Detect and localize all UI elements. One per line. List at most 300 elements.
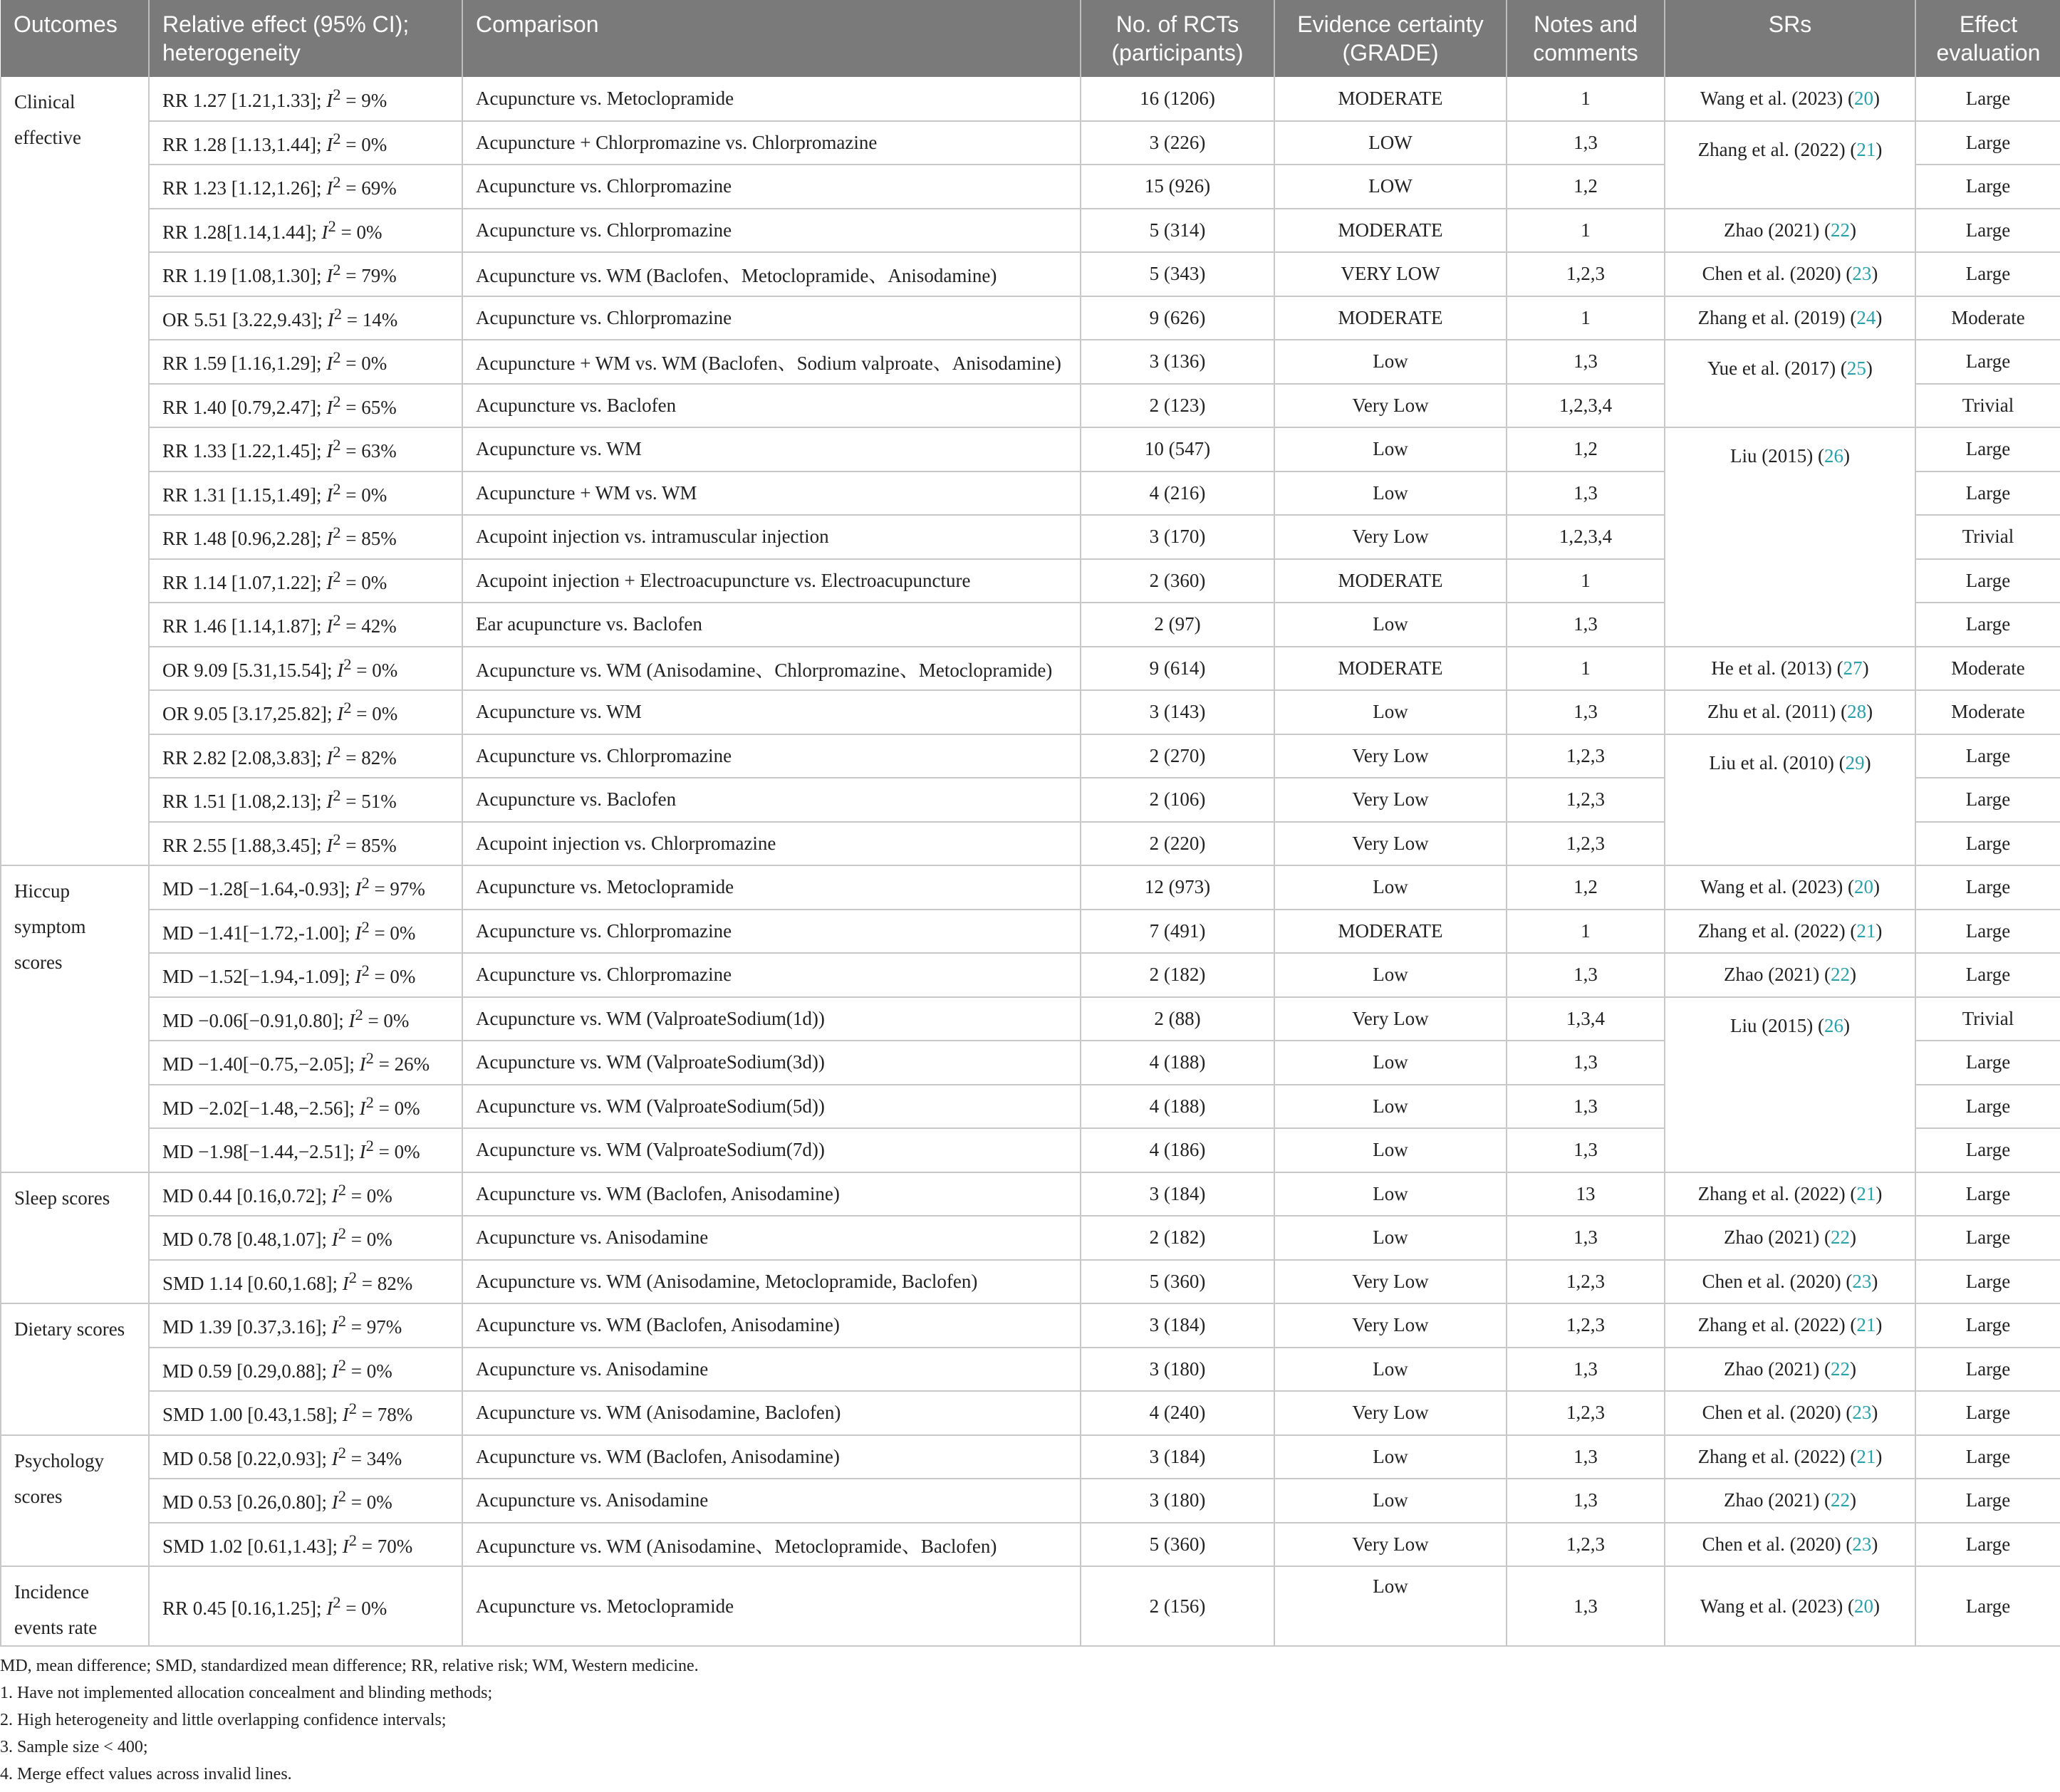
reference-link[interactable]: 22 bbox=[1830, 964, 1850, 986]
comparison-cell: Acupuncture vs. Baclofen bbox=[462, 384, 1081, 428]
table-row bbox=[1, 340, 2060, 384]
evaluation-cell: Large bbox=[1915, 1566, 2060, 1646]
comparison-cell: Acupuncture vs. WM (Baclofen, Anisodamine) bbox=[462, 1172, 1081, 1217]
comparison-cell: Acupuncture vs. Anisodamine bbox=[462, 1216, 1081, 1260]
certainty-cell: MODERATE bbox=[1274, 209, 1507, 253]
reference-link[interactable]: 25 bbox=[1846, 358, 1866, 379]
table-row bbox=[1, 997, 2060, 1041]
comparison-cell: Acupuncture vs. Metoclopramide bbox=[462, 1566, 1081, 1646]
certainty-cell: Very Low bbox=[1274, 515, 1507, 559]
table-row bbox=[1, 953, 2060, 997]
evaluation-cell: Large bbox=[1915, 1216, 2060, 1260]
table-row bbox=[1, 427, 2060, 472]
table-row bbox=[1, 865, 2060, 910]
rcts-cell: 16 (1206) bbox=[1081, 77, 1274, 121]
evaluation-cell: Trivial bbox=[1915, 997, 2060, 1041]
effect-cell: MD −1.98[−1.44,−2.51]; $I^2 = 0\%$ bbox=[149, 1128, 462, 1172]
rcts-cell: 2 (182) bbox=[1081, 953, 1274, 997]
effect-cell: RR 1.28 [1.13,1.44]; $I^2 = 0\%$ bbox=[149, 121, 462, 165]
certainty-cell: MODERATE bbox=[1274, 910, 1507, 954]
outcome-cell: Hiccup symptom scores bbox=[1, 865, 149, 1172]
notes-cell: 13 bbox=[1507, 1172, 1665, 1217]
reference-link[interactable]: 22 bbox=[1830, 219, 1850, 241]
comparison-cell: Acupoint injection + Electroacupuncture vs. Electroacupuncture bbox=[462, 559, 1081, 603]
table-row bbox=[1, 1391, 2060, 1435]
table-row bbox=[1, 1303, 2060, 1348]
effect-cell: MD 0.53 [0.26,0.80]; $I^2 = 0\%$ bbox=[149, 1479, 462, 1523]
rcts-cell: 3 (170) bbox=[1081, 515, 1274, 559]
certainty-cell: VERY LOW bbox=[1274, 252, 1507, 296]
evaluation-cell: Large bbox=[1915, 165, 2060, 209]
sr-cell: Liu (2015) (26) bbox=[1665, 997, 1915, 1172]
sr-cell: Wang et al. (2023) (20) bbox=[1665, 865, 1915, 910]
reference-link[interactable]: 26 bbox=[1824, 445, 1843, 467]
effect-cell: MD −1.52[−1.94,-1.09]; $I^2 = 0\%$ bbox=[149, 953, 462, 997]
notes-cell: 1,3 bbox=[1507, 953, 1665, 997]
outcome-cell: Sleep scores bbox=[1, 1172, 149, 1304]
rcts-cell: 3 (180) bbox=[1081, 1348, 1274, 1392]
table-row bbox=[1, 647, 2060, 691]
table-row bbox=[1, 77, 2060, 121]
evaluation-cell: Large bbox=[1915, 209, 2060, 253]
rcts-cell: 2 (88) bbox=[1081, 997, 1274, 1041]
notes-cell: 1,3 bbox=[1507, 340, 1665, 384]
comparison-cell: Acupuncture + WM vs. WM bbox=[462, 472, 1081, 516]
effect-cell: MD 0.78 [0.48,1.07]; $I^2 = 0\%$ bbox=[149, 1216, 462, 1260]
certainty-cell: Very Low bbox=[1274, 1260, 1507, 1304]
rcts-cell: 2 (123) bbox=[1081, 384, 1274, 428]
comparison-cell: Acupoint injection vs. Chlorpromazine bbox=[462, 822, 1081, 866]
effect-cell: SMD 1.14 [0.60,1.68]; $I^2 = 82\%$ bbox=[149, 1260, 462, 1304]
evaluation-cell: Large bbox=[1915, 1085, 2060, 1129]
effect-cell: OR 9.05 [3.17,25.82]; $I^2 = 0\%$ bbox=[149, 690, 462, 734]
reference-link[interactable]: 28 bbox=[1847, 701, 1867, 723]
evaluation-cell: Large bbox=[1915, 1260, 2060, 1304]
effect-cell: RR 2.82 [2.08,3.83]; $I^2 = 82\%$ bbox=[149, 734, 462, 778]
effect-cell: MD −2.02[−1.48,−2.56]; $I^2 = 0\%$ bbox=[149, 1085, 462, 1129]
notes-cell: 1,2,3 bbox=[1507, 1260, 1665, 1304]
reference-link[interactable]: 22 bbox=[1830, 1226, 1850, 1249]
certainty-cell: Low bbox=[1274, 603, 1507, 647]
certainty-cell: Very Low bbox=[1274, 1391, 1507, 1435]
effect-cell: RR 1.28[1.14,1.44]; $I^2 = 0\%$ bbox=[149, 209, 462, 253]
sr-cell: Chen et al. (2020) (23) bbox=[1665, 1523, 1915, 1567]
rcts-cell: 3 (184) bbox=[1081, 1303, 1274, 1348]
sr-cell: Wang et al. (2023) (20) bbox=[1665, 77, 1915, 121]
certainty-cell: Low bbox=[1274, 953, 1507, 997]
evaluation-cell: Large bbox=[1915, 1303, 2060, 1348]
notes-cell: 1,3 bbox=[1507, 472, 1665, 516]
comparison-cell: Acupuncture vs. WM bbox=[462, 690, 1081, 734]
notes-cell: 1,2,3 bbox=[1507, 1303, 1665, 1348]
table-row bbox=[1, 1523, 2060, 1567]
certainty-cell: Very Low bbox=[1274, 1303, 1507, 1348]
certainty-cell: MODERATE bbox=[1274, 296, 1507, 340]
effect-cell: MD −1.41[−1.72,-1.00]; $I^2 = 0\%$ bbox=[149, 910, 462, 954]
certainty-cell: Very Low bbox=[1274, 1523, 1507, 1567]
certainty-cell: Low bbox=[1274, 472, 1507, 516]
rcts-cell: 3 (226) bbox=[1081, 121, 1274, 165]
table-row bbox=[1, 252, 2060, 296]
header-notes: Notes and comments bbox=[1507, 0, 1665, 77]
reference-link[interactable]: 23 bbox=[1852, 263, 1872, 285]
rcts-cell: 3 (143) bbox=[1081, 690, 1274, 734]
evaluation-cell: Large bbox=[1915, 953, 2060, 997]
sr-cell: Wang et al. (2023) (20) bbox=[1665, 1566, 1915, 1646]
certainty-cell: Low bbox=[1274, 1085, 1507, 1129]
effect-cell: RR 1.27 [1.21,1.33]; $I^2 = 9\%$ bbox=[149, 77, 462, 121]
table-row bbox=[1, 1216, 2060, 1260]
table-row bbox=[1, 1172, 2060, 1217]
comparison-cell: Acupoint injection vs. intramuscular injection bbox=[462, 515, 1081, 559]
rcts-cell: 15 (926) bbox=[1081, 165, 1274, 209]
certainty-cell: Low bbox=[1274, 340, 1507, 384]
notes-cell: 1,3 bbox=[1507, 1566, 1665, 1646]
header-outcomes: Outcomes bbox=[1, 0, 149, 77]
rcts-cell: 5 (314) bbox=[1081, 209, 1274, 253]
comparison-cell: Acupuncture vs. WM (Anisodamine、Chlorpromazine、Metoclopramide) bbox=[462, 647, 1081, 691]
sr-cell: Zhao (2021) (22) bbox=[1665, 1479, 1915, 1523]
effect-cell: RR 1.51 [1.08,2.13]; $I^2 = 51\%$ bbox=[149, 778, 462, 822]
reference-link[interactable]: 20 bbox=[1854, 1595, 1873, 1617]
certainty-cell: LOW bbox=[1274, 121, 1507, 165]
comparison-cell: Acupuncture vs. Baclofen bbox=[462, 778, 1081, 822]
comparison-cell: Acupuncture vs. WM (Baclofen, Anisodamine) bbox=[462, 1303, 1081, 1348]
effect-cell: RR 1.46 [1.14,1.87]; $I^2 = 42\%$ bbox=[149, 603, 462, 647]
notes-cell: 1,3 bbox=[1507, 1479, 1665, 1523]
sr-cell: Zhang et al. (2022) (21) bbox=[1665, 1435, 1915, 1479]
rcts-cell: 2 (97) bbox=[1081, 603, 1274, 647]
table-row bbox=[1, 209, 2060, 253]
rcts-cell: 2 (106) bbox=[1081, 778, 1274, 822]
sr-cell: He et al. (2013) (27) bbox=[1665, 647, 1915, 691]
outcome-cell: Psychology scores bbox=[1, 1435, 149, 1567]
effect-cell: RR 1.40 [0.79,2.47]; $I^2 = 65\%$ bbox=[149, 384, 462, 428]
sr-cell: Zhao (2021) (22) bbox=[1665, 209, 1915, 253]
certainty-cell: Low bbox=[1274, 1566, 1507, 1646]
comparison-cell: Acupuncture vs. WM (Anisodamine, Metoclopramide, Baclofen) bbox=[462, 1260, 1081, 1304]
table-row bbox=[1, 121, 2060, 165]
evaluation-cell: Large bbox=[1915, 427, 2060, 472]
evaluation-cell: Large bbox=[1915, 340, 2060, 384]
certainty-cell: Low bbox=[1274, 1479, 1507, 1523]
certainty-cell: Very Low bbox=[1274, 734, 1507, 778]
comparison-cell: Acupuncture vs. WM (ValproateSodium(3d)) bbox=[462, 1041, 1081, 1085]
certainty-cell: Low bbox=[1274, 1348, 1507, 1392]
comparison-cell: Acupuncture vs. Chlorpromazine bbox=[462, 296, 1081, 340]
table-row bbox=[1, 1479, 2060, 1523]
effect-cell: OR 9.09 [5.31,15.54]; $I^2 = 0\%$ bbox=[149, 647, 462, 691]
outcome-cell: Dietary scores bbox=[1, 1303, 149, 1435]
rcts-cell: 10 (547) bbox=[1081, 427, 1274, 472]
effect-cell: SMD 1.02 [0.61,1.43]; $I^2 = 70\%$ bbox=[149, 1523, 462, 1567]
evaluation-cell: Trivial bbox=[1915, 384, 2060, 428]
rcts-cell: 7 (491) bbox=[1081, 910, 1274, 954]
rcts-cell: 2 (156) bbox=[1081, 1566, 1274, 1646]
table-row bbox=[1, 1348, 2060, 1392]
notes-cell: 1,2,3 bbox=[1507, 252, 1665, 296]
effect-cell: RR 1.19 [1.08,1.30]; $I^2 = 79\%$ bbox=[149, 252, 462, 296]
reference-link[interactable]: 21 bbox=[1856, 138, 1876, 160]
reference-link[interactable]: 22 bbox=[1830, 1489, 1850, 1511]
certainty-cell: Low bbox=[1274, 1041, 1507, 1085]
notes-cell: 1,3 bbox=[1507, 1085, 1665, 1129]
rcts-cell: 4 (186) bbox=[1081, 1128, 1274, 1172]
effect-cell: RR 0.45 [0.16,1.25]; $I^2 = 0\%$ bbox=[149, 1566, 462, 1646]
sr-cell: Chen et al. (2020) (23) bbox=[1665, 1260, 1915, 1304]
evaluation-cell: Large bbox=[1915, 1391, 2060, 1435]
rcts-cell: 3 (184) bbox=[1081, 1435, 1274, 1479]
evaluation-cell: Large bbox=[1915, 472, 2060, 516]
reference-link[interactable]: 23 bbox=[1852, 1402, 1872, 1424]
effect-cell: RR 1.48 [0.96,2.28]; $I^2 = 85\%$ bbox=[149, 515, 462, 559]
outcome-cell: Clinical effective bbox=[1, 77, 149, 865]
footnote-4: 4. Merge effect values across invalid lines. bbox=[0, 1765, 292, 1783]
evaluation-cell: Large bbox=[1915, 822, 2060, 866]
comparison-cell: Ear acupuncture vs. Baclofen bbox=[462, 603, 1081, 647]
footnote-2: 2. High heterogeneity and little overlapping confidence intervals; bbox=[0, 1711, 447, 1729]
certainty-cell: Low bbox=[1274, 1216, 1507, 1260]
footnote-1: 1. Have not implemented allocation concealment and blinding methods; bbox=[0, 1684, 493, 1702]
rcts-cell: 9 (626) bbox=[1081, 296, 1274, 340]
certainty-cell: Low bbox=[1274, 1435, 1507, 1479]
evaluation-cell: Large bbox=[1915, 603, 2060, 647]
header-comparison: Comparison bbox=[462, 0, 1081, 77]
certainty-cell: Low bbox=[1274, 1172, 1507, 1217]
sr-cell: Chen et al. (2020) (23) bbox=[1665, 252, 1915, 296]
effect-cell: MD −1.40[−0.75,−2.05]; $I^2 = 26\%$ bbox=[149, 1041, 462, 1085]
effect-cell: RR 1.14 [1.07,1.22]; $I^2 = 0\%$ bbox=[149, 559, 462, 603]
comparison-cell: Acupuncture vs. WM (Baclofen、Metoclopramide、Anisodamine) bbox=[462, 252, 1081, 296]
notes-cell: 1,2,3,4 bbox=[1507, 384, 1665, 428]
comparison-cell: Acupuncture vs. Anisodamine bbox=[462, 1348, 1081, 1392]
comparison-cell: Acupuncture vs. Metoclopramide bbox=[462, 77, 1081, 121]
notes-cell: 1 bbox=[1507, 559, 1665, 603]
sr-cell: Zhu et al. (2011) (28) bbox=[1665, 690, 1915, 734]
comparison-cell: Acupuncture + Chlorpromazine vs. Chlorpromazine bbox=[462, 121, 1081, 165]
reference-link[interactable]: 29 bbox=[1845, 751, 1865, 773]
table-row bbox=[1, 690, 2060, 734]
table-row bbox=[1, 296, 2060, 340]
certainty-cell: Very Low bbox=[1274, 384, 1507, 428]
notes-cell: 1,2,3 bbox=[1507, 734, 1665, 778]
rcts-cell: 9 (614) bbox=[1081, 647, 1274, 691]
notes-cell: 1,2,3 bbox=[1507, 822, 1665, 866]
rcts-cell: 3 (180) bbox=[1081, 1479, 1274, 1523]
evaluation-cell: Large bbox=[1915, 910, 2060, 954]
certainty-cell: Very Low bbox=[1274, 997, 1507, 1041]
effect-cell: MD −0.06[−0.91,0.80]; $I^2 = 0\%$ bbox=[149, 997, 462, 1041]
effect-cell: OR 5.51 [3.22,9.43]; $I^2 = 14\%$ bbox=[149, 296, 462, 340]
notes-cell: 1,2 bbox=[1507, 865, 1665, 910]
outcome-cell: Incidence events rate bbox=[1, 1566, 149, 1646]
notes-cell: 1,3 bbox=[1507, 1216, 1665, 1260]
sr-cell: Liu et al. (2010) (29) bbox=[1665, 734, 1915, 866]
evaluation-cell: Moderate bbox=[1915, 296, 2060, 340]
evaluation-cell: Large bbox=[1915, 1172, 2060, 1217]
certainty-cell: Low bbox=[1274, 690, 1507, 734]
effect-cell: MD 1.39 [0.37,3.16]; $I^2 = 97\%$ bbox=[149, 1303, 462, 1348]
rcts-cell: 2 (360) bbox=[1081, 559, 1274, 603]
certainty-cell: MODERATE bbox=[1274, 559, 1507, 603]
rcts-cell: 5 (343) bbox=[1081, 252, 1274, 296]
evaluation-cell: Large bbox=[1915, 1041, 2060, 1085]
rcts-cell: 4 (188) bbox=[1081, 1085, 1274, 1129]
comparison-cell: Acupuncture vs. Chlorpromazine bbox=[462, 734, 1081, 778]
certainty-cell: Very Low bbox=[1274, 822, 1507, 866]
effect-cell: SMD 1.00 [0.43,1.58]; $I^2 = 78\%$ bbox=[149, 1391, 462, 1435]
sr-cell: Chen et al. (2020) (23) bbox=[1665, 1391, 1915, 1435]
header-effect: Relative effect (95% CI); heterogeneity bbox=[149, 0, 462, 77]
effect-cell: MD −1.28[−1.64,-0.93]; $I^2 = 97\%$ bbox=[149, 865, 462, 910]
notes-cell: 1 bbox=[1507, 296, 1665, 340]
evaluation-cell: Large bbox=[1915, 778, 2060, 822]
evaluation-cell: Moderate bbox=[1915, 647, 2060, 691]
notes-cell: 1,3 bbox=[1507, 603, 1665, 647]
rcts-cell: 4 (188) bbox=[1081, 1041, 1274, 1085]
rcts-cell: 2 (182) bbox=[1081, 1216, 1274, 1260]
rcts-cell: 4 (240) bbox=[1081, 1391, 1274, 1435]
reference-link[interactable]: 21 bbox=[1856, 1182, 1876, 1204]
reference-link[interactable]: 20 bbox=[1854, 876, 1873, 898]
notes-cell: 1,2 bbox=[1507, 165, 1665, 209]
reference-link[interactable]: 22 bbox=[1830, 1358, 1850, 1380]
sr-cell: Zhang et al. (2022) (21) bbox=[1665, 121, 1915, 209]
certainty-cell: Very Low bbox=[1274, 778, 1507, 822]
effect-cell: RR 2.55 [1.88,3.45]; $I^2 = 85\%$ bbox=[149, 822, 462, 866]
reference-link[interactable]: 23 bbox=[1852, 1270, 1872, 1292]
comparison-cell: Acupuncture vs. WM bbox=[462, 427, 1081, 472]
notes-cell: 1 bbox=[1507, 647, 1665, 691]
comparison-cell: Acupuncture + WM vs. WM (Baclofen、Sodium valproate、Anisodamine) bbox=[462, 340, 1081, 384]
effect-cell: MD 0.58 [0.22,0.93]; $I^2 = 34\%$ bbox=[149, 1435, 462, 1479]
comparison-cell: Acupuncture vs. WM (ValproateSodium(1d)) bbox=[462, 997, 1081, 1041]
evaluation-cell: Large bbox=[1915, 559, 2060, 603]
reference-link[interactable]: 23 bbox=[1852, 1533, 1872, 1555]
notes-cell: 1,2 bbox=[1507, 427, 1665, 472]
certainty-cell: LOW bbox=[1274, 165, 1507, 209]
reference-link[interactable]: 26 bbox=[1824, 1014, 1843, 1036]
sr-cell: Zhang et al. (2019) (24) bbox=[1665, 296, 1915, 340]
header-row bbox=[1, 0, 2060, 77]
sr-cell: Zhang et al. (2022) (21) bbox=[1665, 1172, 1915, 1217]
rcts-cell: 5 (360) bbox=[1081, 1260, 1274, 1304]
sr-cell: Zhao (2021) (22) bbox=[1665, 1216, 1915, 1260]
evaluation-cell: Large bbox=[1915, 1128, 2060, 1172]
table-row bbox=[1, 1435, 2060, 1479]
notes-cell: 1,2,3 bbox=[1507, 1391, 1665, 1435]
rcts-cell: 12 (973) bbox=[1081, 865, 1274, 910]
notes-cell: 1 bbox=[1507, 77, 1665, 121]
comparison-cell: Acupuncture vs. Chlorpromazine bbox=[462, 165, 1081, 209]
notes-cell: 1,3 bbox=[1507, 1435, 1665, 1479]
sr-cell: Liu (2015) (26) bbox=[1665, 427, 1915, 647]
comparison-cell: Acupuncture vs. WM (Anisodamine、Metoclopramide、Baclofen) bbox=[462, 1523, 1081, 1567]
effect-cell: RR 1.23 [1.12,1.26]; $I^2 = 69\%$ bbox=[149, 165, 462, 209]
notes-cell: 1,2,3,4 bbox=[1507, 515, 1665, 559]
effect-cell: MD 0.44 [0.16,0.72]; $I^2 = 0\%$ bbox=[149, 1172, 462, 1217]
notes-cell: 1 bbox=[1507, 209, 1665, 253]
evaluation-cell: Large bbox=[1915, 252, 2060, 296]
notes-cell: 1,3 bbox=[1507, 1041, 1665, 1085]
certainty-cell: Low bbox=[1274, 865, 1507, 910]
certainty-cell: MODERATE bbox=[1274, 77, 1507, 121]
evaluation-cell: Large bbox=[1915, 734, 2060, 778]
evaluation-cell: Large bbox=[1915, 1479, 2060, 1523]
evaluation-cell: Moderate bbox=[1915, 690, 2060, 734]
effect-cell: RR 1.33 [1.22,1.45]; $I^2 = 63\%$ bbox=[149, 427, 462, 472]
sr-cell: Yue et al. (2017) (25) bbox=[1665, 340, 1915, 427]
header-certainty: Evidence certainty (GRADE) bbox=[1274, 0, 1507, 77]
comparison-cell: Acupuncture vs. Metoclopramide bbox=[462, 865, 1081, 910]
footnote-3: 3. Sample size < 400; bbox=[0, 1738, 148, 1756]
effect-cell: MD 0.59 [0.29,0.88]; $I^2 = 0\%$ bbox=[149, 1348, 462, 1392]
comparison-cell: Acupuncture vs. WM (ValproateSodium(7d)) bbox=[462, 1128, 1081, 1172]
comparison-cell: Acupuncture vs. Chlorpromazine bbox=[462, 910, 1081, 954]
rcts-cell: 2 (270) bbox=[1081, 734, 1274, 778]
rcts-cell: 5 (360) bbox=[1081, 1523, 1274, 1567]
table-row bbox=[1, 1566, 2060, 1646]
comparison-cell: Acupuncture vs. WM (Baclofen, Anisodamine) bbox=[462, 1435, 1081, 1479]
certainty-cell: Low bbox=[1274, 1128, 1507, 1172]
comparison-cell: Acupuncture vs. Anisodamine bbox=[462, 1479, 1081, 1523]
reference-link[interactable]: 21 bbox=[1856, 920, 1876, 942]
rcts-cell: 3 (184) bbox=[1081, 1172, 1274, 1217]
evaluation-cell: Large bbox=[1915, 77, 2060, 121]
notes-cell: 1,2,3 bbox=[1507, 1523, 1665, 1567]
rcts-cell: 4 (216) bbox=[1081, 472, 1274, 516]
footnote-abbreviations: MD, mean difference; SMD, standardized mean difference; RR, relative risk; WM, Western medicine. bbox=[0, 1657, 699, 1675]
effect-cell: RR 1.59 [1.16,1.29]; $I^2 = 0\%$ bbox=[149, 340, 462, 384]
reference-link[interactable]: 27 bbox=[1843, 657, 1863, 679]
sr-cell: Zhao (2021) (22) bbox=[1665, 953, 1915, 997]
comparison-cell: Acupuncture vs. Chlorpromazine bbox=[462, 209, 1081, 253]
notes-cell: 1 bbox=[1507, 910, 1665, 954]
evaluation-cell: Large bbox=[1915, 865, 2060, 910]
table-row bbox=[1, 910, 2060, 954]
certainty-cell: Low bbox=[1274, 427, 1507, 472]
effect-cell: RR 1.31 [1.15,1.49]; $I^2 = 0\%$ bbox=[149, 472, 462, 516]
comparison-cell: Acupuncture vs. WM (Anisodamine, Baclofen) bbox=[462, 1391, 1081, 1435]
evaluation-cell: Large bbox=[1915, 1523, 2060, 1567]
comparison-cell: Acupuncture vs. Chlorpromazine bbox=[462, 953, 1081, 997]
certainty-cell: MODERATE bbox=[1274, 647, 1507, 691]
reference-link[interactable]: 21 bbox=[1856, 1314, 1876, 1336]
sr-cell: Zhang et al. (2022) (21) bbox=[1665, 1303, 1915, 1348]
rcts-cell: 3 (136) bbox=[1081, 340, 1274, 384]
notes-cell: 1,3 bbox=[1507, 121, 1665, 165]
evaluation-cell: Large bbox=[1915, 1435, 2060, 1479]
notes-cell: 1,3 bbox=[1507, 1348, 1665, 1392]
notes-cell: 1,2,3 bbox=[1507, 778, 1665, 822]
evaluation-cell: Large bbox=[1915, 121, 2060, 165]
reference-link[interactable]: 21 bbox=[1856, 1445, 1876, 1467]
table-row bbox=[1, 1260, 2060, 1304]
sr-cell: Zhang et al. (2022) (21) bbox=[1665, 910, 1915, 954]
reference-link[interactable]: 24 bbox=[1856, 306, 1876, 328]
sr-cell: Zhao (2021) (22) bbox=[1665, 1348, 1915, 1392]
header-evaluation: Effect evaluation bbox=[1915, 0, 2060, 77]
reference-link[interactable]: 20 bbox=[1854, 87, 1873, 109]
header-srs: SRs bbox=[1665, 0, 1915, 77]
table-footnotes bbox=[0, 1652, 2060, 1788]
notes-cell: 1,3 bbox=[1507, 1128, 1665, 1172]
notes-cell: 1,3,4 bbox=[1507, 997, 1665, 1041]
comparison-cell: Acupuncture vs. WM (ValproateSodium(5d)) bbox=[462, 1085, 1081, 1129]
rcts-cell: 2 (220) bbox=[1081, 822, 1274, 866]
table-row bbox=[1, 734, 2060, 778]
evaluation-cell: Large bbox=[1915, 1348, 2060, 1392]
